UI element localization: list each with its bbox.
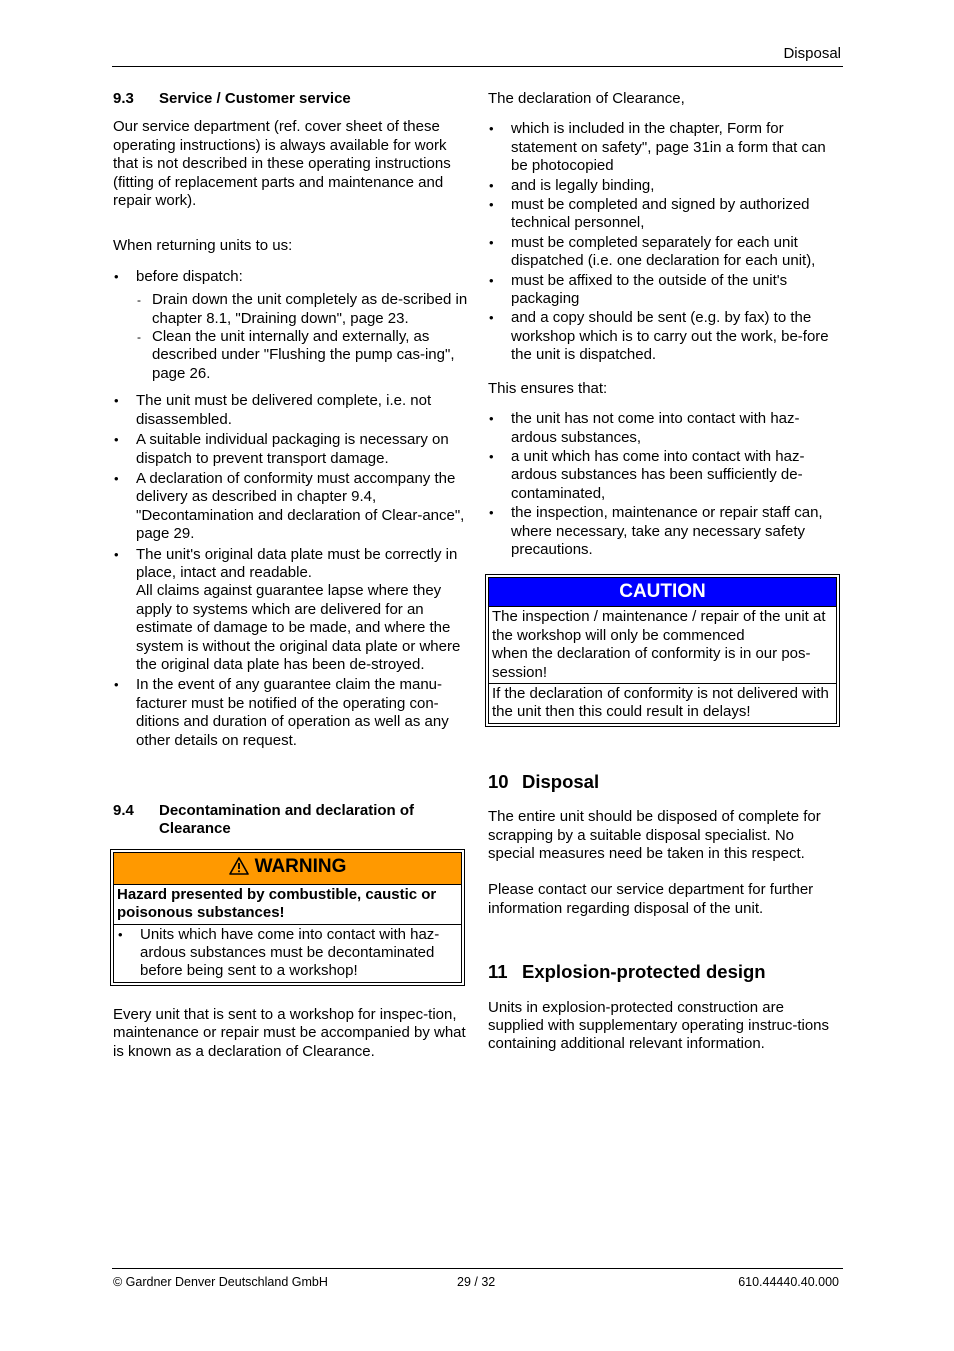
guarantee-note: All claims against guarantee lapse where they apply to systems which are delivered for an estimate of damage to be made, and where the system is without the original data plate or where the original data plate has been de-stroyed.	[136, 582, 461, 673]
disposal-text: The entire unit should be disposed of complete for scrapping by a suitable disposal specialist. No special measures need be taken in this respect.	[488, 808, 821, 862]
section-number: 11	[488, 961, 508, 983]
footer-doc-number: 610.44440.40.000	[738, 1275, 839, 1289]
list-item: • a unit which has come into contact with haz-ardous substances has been sufficiently de-contaminated,	[488, 448, 842, 503]
list-item: • the inspection, maintenance or repair staff can, where necessary, take any necessary safety precautions.	[488, 504, 842, 559]
section-number: 9.3	[113, 90, 134, 107]
returning-units-text: When returning units to us:	[113, 237, 293, 255]
page-header-title: Disposal	[783, 45, 841, 62]
list-item: • Units which have come into contact with haz-ardous substances must be decontaminated before being sent to a workshop!	[117, 926, 458, 981]
list-item: • and a copy should be sent (e.g. by fax) to the workshop which is to carry out the work, be-fore the unit is dispatched.	[488, 309, 842, 364]
dash-list	[136, 291, 469, 383]
list-item: • must be affixed to the outside of the unit's packaging	[488, 272, 842, 309]
section-number: 10	[488, 770, 509, 792]
footer-copyright: © Gardner Denver Deutschland GmbH	[113, 1275, 328, 1289]
section-9-4-heading	[113, 802, 469, 839]
list-item: • must be completed separately for each unit dispatched (i.e. one declaration for each unit),	[488, 234, 842, 271]
list-item: - Drain down the unit completely as de-scribed in chapter 8.1, "Draining down", page 23.	[136, 291, 469, 328]
declaration-list	[488, 120, 842, 364]
return-requirements-list	[113, 392, 469, 750]
warning-header	[114, 853, 461, 885]
ensures-list	[488, 410, 842, 559]
section-number: 9.4	[113, 802, 134, 819]
list-item: • which is included in the chapter, Form for statement on safety", page 31in a form that can be photocopied	[488, 120, 842, 175]
section-9-3-heading	[113, 90, 469, 108]
list-item: • the unit has not come into contact with haz-ardous substances,	[488, 410, 842, 447]
warning-box	[110, 849, 465, 986]
before-dispatch-list	[113, 268, 469, 383]
header-divider	[112, 66, 843, 67]
service-intro: Our service department (ref. cover sheet of these operating instructions) is always available for work that is not described in these operating instructions (fitting of replacement parts and maintenance and repair work).	[113, 118, 451, 210]
footer-divider	[112, 1268, 843, 1269]
list-item	[113, 546, 469, 675]
caution-header: CAUTION	[489, 578, 836, 607]
caution-text: The inspection / maintenance / repair of the unit at the workshop will only be commenced	[492, 608, 826, 644]
list-item: • A suitable individual packaging is necessary on dispatch to prevent transport damage.	[113, 431, 469, 468]
declaration-body: Every unit that is sent to a workshop for inspec-tion, maintenance or repair must be accompanied by what is known as a declaration of Clearance.	[113, 1005, 466, 1060]
declaration-intro: The declaration of Clearance,	[488, 90, 685, 107]
warning-hazard: Hazard presented by combustible, caustic or poisonous substances!	[117, 885, 437, 922]
caution-delay-text: If the declaration of conformity is not delivered with the unit then this could result in delays!	[489, 683, 836, 723]
footer-page-number: 29 / 32	[457, 1275, 496, 1289]
caution-box	[485, 574, 840, 726]
list-item: • A declaration of conformity must accompany the delivery as described in chapter 9.4, "Decontamination and declaration of Clear-ance", page 29.	[113, 470, 469, 544]
caution-text: when the declaration of conformity is in our pos-session!	[492, 645, 811, 681]
list-item: • must be completed and signed by authorized technical personnel,	[488, 196, 842, 233]
list-item: • The unit must be delivered complete, i.e. not disassembled.	[113, 392, 469, 429]
list-item: • and is legally binding,	[488, 177, 842, 195]
list-item: • In the event of any guarantee claim the manu-facturer must be notified of the operating con-ditions and duration of operation as well as any other details on request.	[113, 676, 469, 750]
section-10-heading	[488, 770, 842, 792]
ensures-intro: This ensures that:	[488, 379, 608, 397]
section-title: Disposal	[522, 770, 600, 792]
section-title: Explosion-protected design	[522, 961, 766, 983]
warning-list	[117, 926, 458, 981]
warning-triangle-icon	[229, 856, 249, 884]
section-title: Service / Customer service	[159, 90, 351, 107]
section-title: Decontamination and declaration of Clearance	[159, 802, 415, 838]
section-11-heading	[488, 963, 842, 981]
data-plate-text: • The unit's original data plate must be correctly in place, intact and readable.	[136, 545, 458, 581]
before-dispatch-label: before dispatch:	[136, 267, 243, 285]
right-column	[488, 90, 842, 1054]
explosion-protected-text: Units in explosion-protected construction are supplied with supplementary operating instruc-tions containing additional relevant information.	[488, 998, 830, 1053]
list-item	[113, 268, 469, 383]
disposal-contact-text: Please contact our service department for further information regarding disposal of the unit.	[488, 881, 814, 917]
list-item: - Clean the unit internally and externally, as described under "Flushing the pump cas-ing", page 26.	[136, 328, 469, 383]
warning-label: WARNING	[254, 855, 347, 877]
left-column	[113, 90, 469, 1061]
